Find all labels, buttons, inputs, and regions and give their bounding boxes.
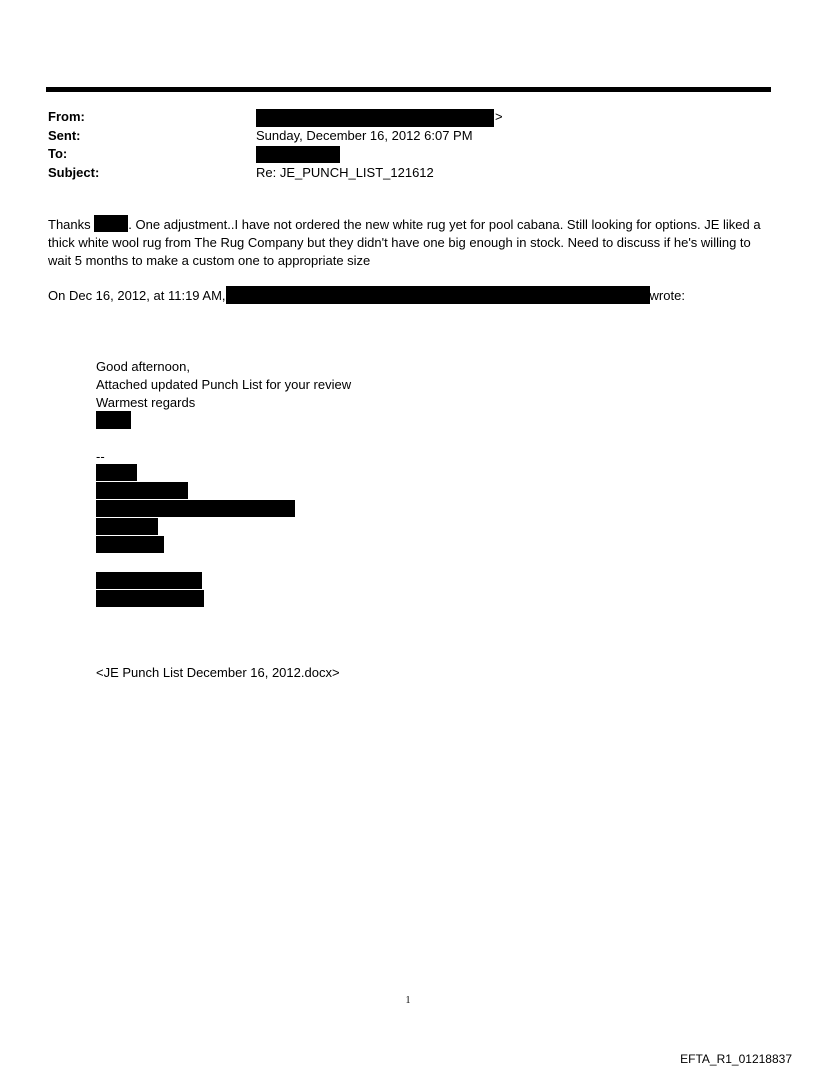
subject-label: Subject: xyxy=(48,164,100,180)
redaction-box xyxy=(96,464,137,481)
to-value xyxy=(256,145,340,164)
redaction-box xyxy=(226,286,650,304)
sent-value: Sunday, December 16, 2012 6:07 PM xyxy=(256,127,473,143)
email-header xyxy=(48,108,768,182)
page-number: 1 xyxy=(405,995,411,1006)
header-divider xyxy=(46,87,771,92)
signature-spacer xyxy=(96,554,295,572)
redaction-box xyxy=(96,482,188,499)
signature-separator: -- xyxy=(96,449,105,464)
quoted-message xyxy=(96,358,696,412)
email-body xyxy=(48,215,773,270)
subject-row xyxy=(48,164,768,183)
redaction-box xyxy=(96,572,202,589)
redaction-box xyxy=(256,146,340,163)
quoted-closing: Warmest regards xyxy=(96,395,196,410)
redaction-box xyxy=(96,590,204,607)
sent-label: Sent: xyxy=(48,127,81,143)
redaction-box xyxy=(96,518,158,535)
from-suffix: > xyxy=(495,109,503,124)
sent-row xyxy=(48,127,768,146)
redaction-box xyxy=(256,109,494,127)
to-row xyxy=(48,145,768,164)
from-row xyxy=(48,108,768,127)
from-label: From: xyxy=(48,109,85,124)
quote-intro-prefix: On Dec 16, 2012, at 11:19 AM, xyxy=(48,288,226,303)
to-label: To: xyxy=(48,146,68,161)
quoted-greeting: Good afternoon, xyxy=(96,359,190,374)
quote-intro xyxy=(48,286,773,305)
redaction-box xyxy=(96,411,131,429)
from-value xyxy=(256,108,503,127)
redaction-box xyxy=(94,215,128,232)
signature-block xyxy=(96,450,295,608)
body-thanks: Thanks xyxy=(48,217,91,232)
body-text: . One adjustment..I have not ordered the new white rug yet for pool cabana. Still looking for options. JE liked a thick white wool rug from The Rug Company but they didn't have one big enough in stock. Need to discuss if he's willing to wait 5 months to make a custom one to appropriate size xyxy=(48,217,761,268)
redaction-box xyxy=(96,500,295,517)
bates-number: EFTA_R1_01218837 xyxy=(680,1052,792,1066)
redaction-box xyxy=(96,536,164,553)
quote-intro-suffix: wrote: xyxy=(649,288,685,303)
quoted-line: Attached updated Punch List for your review xyxy=(96,377,352,392)
subject-value: Re: JE_PUNCH_LIST_121612 xyxy=(256,164,434,180)
attachment-reference: <JE Punch List December 16, 2012.docx> xyxy=(96,665,340,680)
